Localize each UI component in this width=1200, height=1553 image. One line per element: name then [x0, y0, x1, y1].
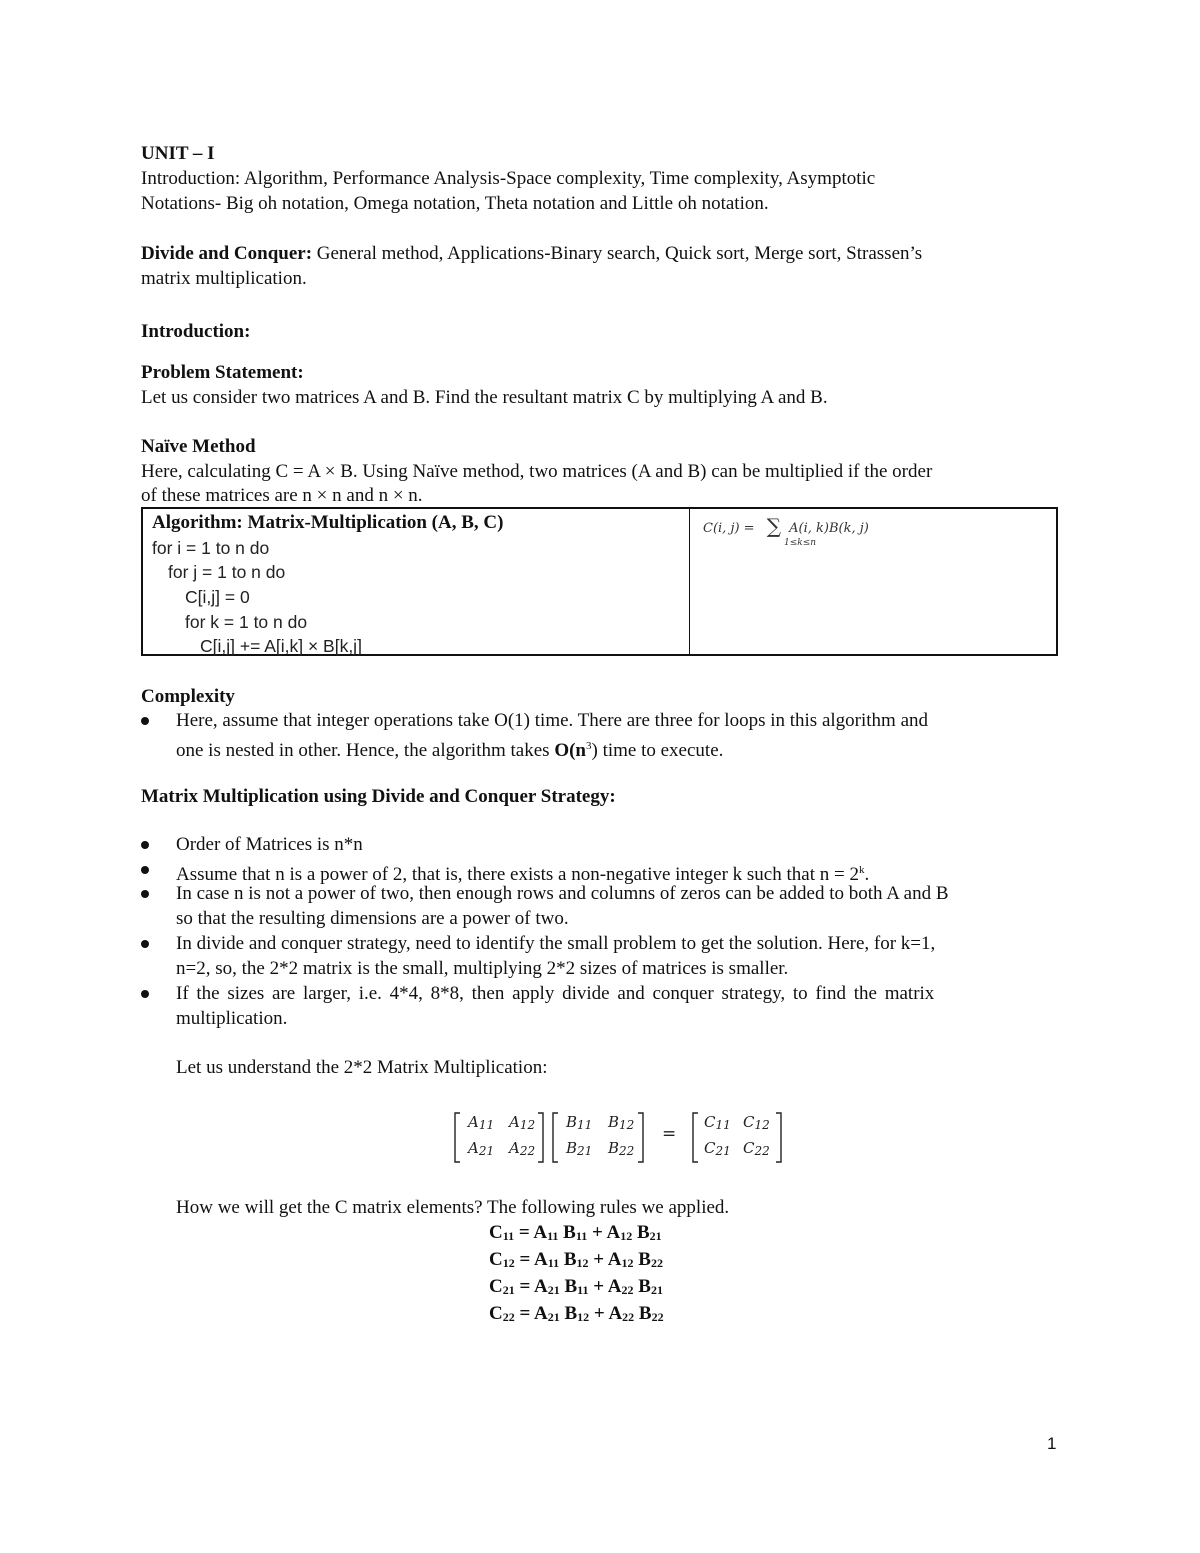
dc-bullet-5-line-1: If the sizes are larger, i.e. 4*4, 8*8, then apply divide and conquer strategy, to find the matrix: [176, 983, 935, 1004]
matrix-equals: =: [662, 1124, 677, 1144]
rule-c21: $C_{21} = A_{21}$ $B_{11} + A_{22}$ $B_{21}$: [489, 1276, 663, 1297]
algo-line-2: for j = 1 to n do: [168, 562, 286, 582]
matrix-b-21: $B_{21}$: [566, 1139, 593, 1158]
algo-line-3: C[i,j] = 0: [185, 587, 250, 607]
dc-line-1: Divide and Conquer: General method, Applications-Binary search, Quick sort, Merge sort, Strassen’s: [141, 243, 923, 264]
summation-range: 1≤k≤n: [784, 538, 817, 548]
naive-heading: Naïve Method: [141, 436, 256, 457]
formula-lhs: C(i, j) =: [703, 521, 755, 536]
matrix-b-11: $B_{11}$: [566, 1113, 593, 1132]
complexity-heading: Complexity: [141, 686, 235, 707]
page-number: 1: [1047, 1434, 1057, 1453]
problem-text: Let us consider two matrices A and B. Find the resultant matrix C by multiplying A and B.: [141, 387, 828, 408]
naive-line-2: of these matrices are n × n and n × n.: [141, 485, 423, 506]
matrix-c-12: $C_{12}$: [743, 1113, 770, 1132]
algo-line-5: C[i,j] += A[i,k] × B[k,j]: [200, 636, 362, 656]
algo-line-4: for k = 1 to n do: [185, 612, 308, 632]
dc-bullet-3-line-2: so that the resulting dimensions are a power of two.: [176, 908, 569, 929]
rule-c12: $C_{12} = A_{11}$ $B_{12} + A_{12}$ $B_{22}$: [489, 1249, 663, 1270]
algorithm-title: Algorithm: Matrix-Multiplication (A, B, C): [152, 512, 504, 533]
matrix-a-11: $A_{11}$: [468, 1113, 495, 1132]
naive-line-1: Here, calculating C = A × B. Using Naïve method, two matrices (A and B) can be multiplied if the order: [141, 461, 933, 482]
matrix-b-12: $B_{12}$: [608, 1113, 635, 1132]
rule-c11: $C_{11} = A_{11}$ $B_{11} + A_{12}$ $B_{21}$: [489, 1222, 662, 1243]
dc-bullet-2: Assume that n is a power of 2, that is, there exists a non-negative integer k such that $n = 2^k$.: [176, 864, 870, 885]
dc-bullet-3-line-1: In case n is not a power of two, then enough rows and columns of zeros can be added to both A and B: [176, 883, 949, 904]
matrix-a-22: $A_{22}$: [509, 1139, 536, 1158]
understand-text: Let us understand the 2*2 Matrix Multiplication:: [176, 1057, 548, 1078]
algo-line-1: for i = 1 to n do: [152, 538, 270, 558]
bullet-icon: [141, 717, 149, 725]
rules-intro: How we will get the C matrix elements? The following rules we applied.: [176, 1197, 730, 1218]
bullet-icon: [141, 990, 149, 998]
dc-line-2: matrix multiplication.: [141, 268, 307, 289]
bullet-icon: [141, 841, 149, 849]
matrix-b-22: $B_{22}$: [608, 1139, 635, 1158]
matrix-c-22: $C_{22}$: [743, 1139, 770, 1158]
formula-rhs: A(i, k)B(k, j): [789, 521, 869, 536]
matrix-c-21: $C_{21}$: [704, 1139, 731, 1158]
complexity-line-1: Here, assume that integer operations take O(1) time. There are three for loops in this algorithm and: [176, 710, 929, 731]
dc-bullet-5-line-2: multiplication.: [176, 1008, 288, 1029]
table-divider: [689, 509, 690, 654]
unit-title: UNIT – I: [141, 143, 215, 164]
bullet-icon: [141, 890, 149, 898]
intro-line-1: Introduction: Algorithm, Performance Analysis-Space complexity, Time complexity, Asymptotic: [141, 168, 876, 189]
intro-heading: Introduction:: [141, 321, 251, 342]
intro-line-2: Notations- Big oh notation, Omega notation, Theta notation and Little oh notation.: [141, 193, 769, 214]
complexity-line-2: one is nested in other. Hence, the algorithm takes $O(n^3)$ time to execute.: [176, 740, 724, 761]
matrix-a-21: $A_{21}$: [468, 1139, 495, 1158]
rule-c22: $C_{22} = A_{21}$ $B_{12} + A_{22}$ $B_{22}$: [489, 1303, 664, 1324]
dc-bullet-4-line-2: n=2, so, the 2*2 matrix is the small, multiplying 2*2 sizes of matrices is smaller.: [176, 958, 789, 979]
problem-heading: Problem Statement:: [141, 362, 304, 383]
dc-section-heading: Matrix Multiplication using Divide and Conquer Strategy:: [141, 786, 616, 807]
dc-bullet-1: Order of Matrices is n*n: [176, 834, 363, 855]
bullet-icon: [141, 866, 149, 874]
bullet-icon: [141, 940, 149, 948]
dc-bullet-4-line-1: In divide and conquer strategy, need to identify the small problem to get the solution. Here, for k=1,: [176, 933, 936, 954]
matrix-c-11: $C_{11}$: [704, 1113, 731, 1132]
sigma-symbol: ∑: [766, 514, 781, 538]
matrix-a-12: $A_{12}$: [509, 1113, 536, 1132]
summation-formula: [703, 513, 869, 537]
